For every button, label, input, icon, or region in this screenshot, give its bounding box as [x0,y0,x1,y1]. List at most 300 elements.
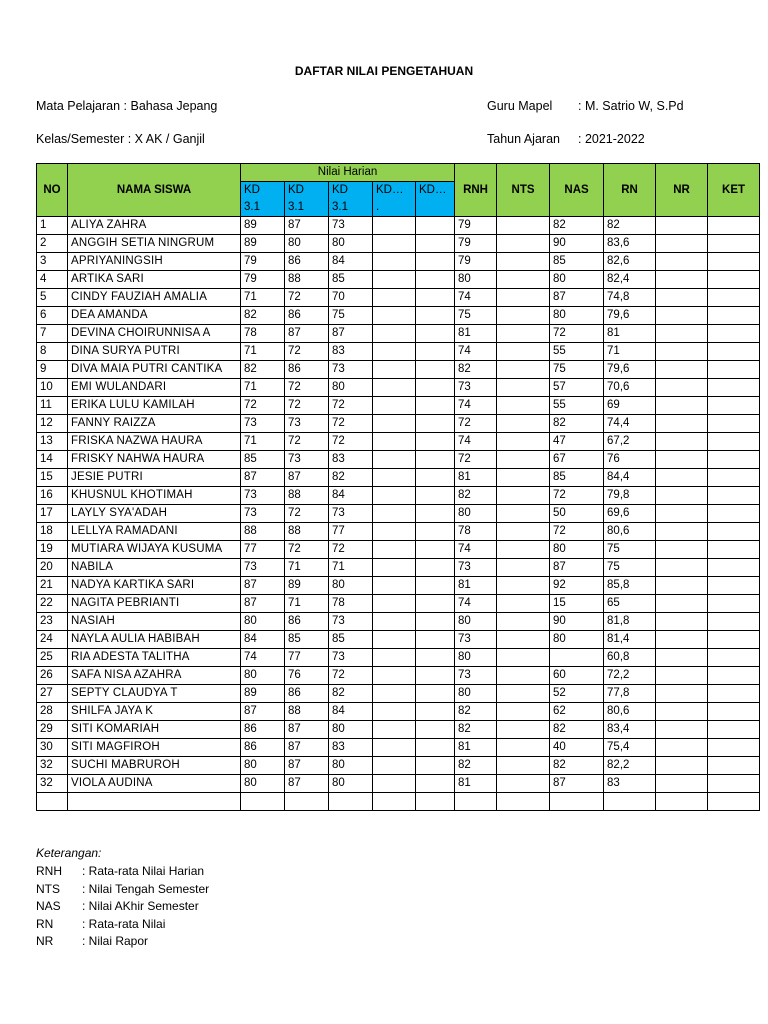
cell-kd5 [416,577,455,595]
cell-kd1: 86 [241,739,285,757]
cell-rnh: 74 [455,541,497,559]
table-header [37,164,760,217]
cell-kd4 [373,469,416,487]
header-nama: NAMA SISWA [68,164,241,217]
legend-item [36,899,199,913]
header-kd-5: KD… [416,182,455,217]
cell-rn: 83 [604,775,656,793]
cell-no: 15 [37,469,68,487]
cell-nas: 80 [550,307,604,325]
cell-nama: NABILA [68,559,241,577]
cell-nr [656,379,708,397]
cell-rn: 85,8 [604,577,656,595]
cell-kd4 [373,613,416,631]
cell-kd4 [373,703,416,721]
cell-nama: ALIYA ZAHRA [68,217,241,235]
cell-ket [708,217,760,235]
cell-nr [656,343,708,361]
cell-nama [68,793,241,811]
legend-item [36,917,165,931]
cell-ket [708,469,760,487]
cell-nts [497,739,550,757]
cell-ket [708,667,760,685]
cell-kd5 [416,379,455,397]
cell-nas: 40 [550,739,604,757]
cell-nr [656,685,708,703]
cell-kd2: 87 [285,721,329,739]
cell-kd2: 89 [285,577,329,595]
cell-nama: EMI WULANDARI [68,379,241,397]
cell-kd4 [373,559,416,577]
cell-rn: 82 [604,217,656,235]
legend-key: NR [36,934,54,948]
cell-nr [656,361,708,379]
cell-kd2: 88 [285,523,329,541]
cell-rn: 74,4 [604,415,656,433]
cell-nts [497,757,550,775]
table-row [37,217,760,235]
cell-ket [708,703,760,721]
cell-kd2: 86 [285,307,329,325]
cell-kd5 [416,721,455,739]
cell-nama: FANNY RAIZZA [68,415,241,433]
cell-ket [708,541,760,559]
cell-nas: 82 [550,217,604,235]
cell-rn: 83,6 [604,235,656,253]
cell-kd2: 72 [285,505,329,523]
cell-kd3: 72 [329,667,373,685]
cell-nama: SUCHI MABRUROH [68,757,241,775]
cell-nr [656,775,708,793]
cell-kd2: 87 [285,757,329,775]
cell-kd1: 80 [241,775,285,793]
table-row [37,559,760,577]
cell-kd4 [373,505,416,523]
cell-nas: 82 [550,415,604,433]
cell-kd4 [373,289,416,307]
cell-rn: 82,2 [604,757,656,775]
cell-rnh: 82 [455,361,497,379]
cell-nts [497,487,550,505]
cell-nr [656,649,708,667]
cell-kd1: 87 [241,577,285,595]
cell-kd1: 79 [241,253,285,271]
cell-nama: DEA AMANDA [68,307,241,325]
cell-nts [497,433,550,451]
cell-rn: 82,6 [604,253,656,271]
cell-ket [708,595,760,613]
cell-kd4 [373,397,416,415]
cell-rn: 77,8 [604,685,656,703]
cell-rnh: 74 [455,289,497,307]
cell-kd5 [416,469,455,487]
cell-nr [656,577,708,595]
cell-no: 22 [37,595,68,613]
cell-rn: 65 [604,595,656,613]
cell-rn: 75 [604,541,656,559]
cell-no: 25 [37,649,68,667]
cell-ket [708,397,760,415]
cell-kd3: 84 [329,253,373,271]
table-row [37,757,760,775]
cell-kd4 [373,667,416,685]
cell-no: 1 [37,217,68,235]
cell-nas: 57 [550,379,604,397]
cell-kd1: 86 [241,721,285,739]
cell-nas: 72 [550,523,604,541]
cell-kd1: 73 [241,415,285,433]
cell-rnh: 80 [455,505,497,523]
legend-desc: : Nilai Tengah Semester [82,881,210,896]
cell-kd2: 72 [285,397,329,415]
table-row [37,649,760,667]
cell-kd2: 88 [285,487,329,505]
table-row [37,415,760,433]
cell-kd3: 82 [329,469,373,487]
cell-kd4 [373,271,416,289]
cell-kd2: 87 [285,217,329,235]
cell-no: 10 [37,379,68,397]
cell-nts [497,361,550,379]
cell-kd4 [373,577,416,595]
cell-kd5 [416,739,455,757]
cell-ket [708,253,760,271]
cell-rnh: 75 [455,307,497,325]
cell-kd2: 73 [285,415,329,433]
cell-rnh: 73 [455,667,497,685]
cell-nr [656,271,708,289]
cell-kd3: 80 [329,577,373,595]
cell-kd5 [416,595,455,613]
cell-kd1: 77 [241,541,285,559]
cell-kd1: 71 [241,289,285,307]
cell-kd2: 87 [285,469,329,487]
cell-nr [656,505,708,523]
cell-no: 13 [37,433,68,451]
cell-ket [708,379,760,397]
cell-ket [708,289,760,307]
cell-nas: 80 [550,541,604,559]
table-row [37,595,760,613]
cell-ket [708,775,760,793]
cell-rnh: 81 [455,775,497,793]
cell-kd5 [416,325,455,343]
cell-kd3: 72 [329,541,373,559]
cell-rnh: 74 [455,595,497,613]
cell-nts [497,775,550,793]
subject-label: Mata Pelajaran : Bahasa Jepang [36,99,218,113]
cell-kd1: 80 [241,613,285,631]
cell-ket [708,523,760,541]
cell-ket [708,505,760,523]
cell-kd3: 83 [329,451,373,469]
header-rnh: RNH [455,164,497,217]
cell-nr [656,451,708,469]
cell-kd1: 71 [241,379,285,397]
cell-nama: SHILFA JAYA K [68,703,241,721]
cell-kd4 [373,649,416,667]
grades-table [36,163,760,811]
cell-nas: 55 [550,343,604,361]
cell-kd4 [373,775,416,793]
cell-nr [656,793,708,811]
cell-kd1: 74 [241,649,285,667]
cell-rn: 76 [604,451,656,469]
table-row [37,271,760,289]
cell-nr [656,595,708,613]
cell-kd1: 85 [241,451,285,469]
cell-nama: NASIAH [68,613,241,631]
cell-nr [656,469,708,487]
cell-nr [656,541,708,559]
cell-nas [550,649,604,667]
cell-kd4 [373,217,416,235]
cell-kd3: 73 [329,217,373,235]
cell-nts [497,793,550,811]
cell-nama: APRIYANINGSIH [68,253,241,271]
cell-no: 29 [37,721,68,739]
cell-no: 23 [37,613,68,631]
cell-kd4 [373,253,416,271]
cell-rnh: 79 [455,217,497,235]
cell-kd3: 77 [329,523,373,541]
table-body [37,217,760,811]
cell-nts [497,235,550,253]
cell-kd4 [373,721,416,739]
cell-kd1 [241,793,285,811]
cell-kd4 [373,343,416,361]
cell-ket [708,649,760,667]
header-kd-2: KD 3.1 [285,182,329,217]
table-row [37,487,760,505]
cell-rnh: 72 [455,451,497,469]
table-row [37,469,760,487]
cell-kd4 [373,415,416,433]
cell-nr [656,631,708,649]
cell-kd5 [416,757,455,775]
cell-kd3: 73 [329,505,373,523]
table-row [37,505,760,523]
cell-kd4 [373,757,416,775]
cell-no: 2 [37,235,68,253]
cell-ket [708,793,760,811]
cell-nr [656,703,708,721]
cell-kd1: 82 [241,307,285,325]
academic-year-value: : 2021-2022 [578,132,645,146]
cell-nr [656,235,708,253]
cell-kd1: 80 [241,667,285,685]
cell-kd1: 88 [241,523,285,541]
cell-kd3: 72 [329,397,373,415]
cell-kd4 [373,739,416,757]
cell-kd2: 87 [285,325,329,343]
cell-nas: 80 [550,631,604,649]
cell-rnh: 80 [455,649,497,667]
cell-kd5 [416,451,455,469]
cell-nr [656,397,708,415]
cell-ket [708,433,760,451]
cell-kd3: 85 [329,271,373,289]
cell-nr [656,253,708,271]
header-no: NO [37,164,68,217]
cell-nama: JESIE PUTRI [68,469,241,487]
table-row [37,721,760,739]
cell-kd5 [416,415,455,433]
cell-nr [656,307,708,325]
table-row [37,451,760,469]
legend-desc: : Nilai AKhir Semester [82,899,199,913]
cell-ket [708,307,760,325]
legend-key: RNH [36,864,62,878]
cell-nas: 87 [550,559,604,577]
cell-kd1: 87 [241,469,285,487]
cell-nas: 75 [550,361,604,379]
cell-kd4 [373,361,416,379]
cell-no: 26 [37,667,68,685]
table-row [37,433,760,451]
header-nr: NR [656,164,708,217]
cell-nama: ARTIKA SARI [68,271,241,289]
cell-kd1: 71 [241,433,285,451]
cell-nas: 55 [550,397,604,415]
cell-kd3: 75 [329,307,373,325]
cell-kd3: 73 [329,613,373,631]
cell-rnh: 79 [455,253,497,271]
cell-kd4 [373,523,416,541]
cell-kd4 [373,595,416,613]
cell-kd1: 89 [241,685,285,703]
cell-nts [497,325,550,343]
cell-kd3: 80 [329,235,373,253]
cell-kd3: 73 [329,649,373,667]
cell-nama: KHUSNUL KHOTIMAH [68,487,241,505]
cell-kd2 [285,793,329,811]
table-row [37,235,760,253]
cell-nr [656,739,708,757]
legend-key: RN [36,916,54,931]
cell-kd3: 78 [329,595,373,613]
cell-rn: 83,4 [604,721,656,739]
cell-kd2: 71 [285,595,329,613]
cell-nts [497,271,550,289]
cell-nama: NAGITA PEBRIANTI [68,595,241,613]
cell-no: 30 [37,739,68,757]
cell-kd3: 73 [329,361,373,379]
cell-kd2: 72 [285,343,329,361]
cell-no: 28 [37,703,68,721]
cell-kd5 [416,775,455,793]
cell-kd5 [416,289,455,307]
cell-ket [708,451,760,469]
cell-nas: 15 [550,595,604,613]
cell-nama: CINDY FAUZIAH AMALIA [68,289,241,307]
table-row [37,379,760,397]
cell-kd4 [373,451,416,469]
cell-kd1: 73 [241,559,285,577]
cell-nama: DIVA MAIA PUTRI CANTIKA [68,361,241,379]
cell-kd2: 72 [285,541,329,559]
table-row [37,685,760,703]
cell-kd5 [416,235,455,253]
cell-kd3: 70 [329,289,373,307]
cell-kd2: 88 [285,703,329,721]
cell-rnh: 82 [455,757,497,775]
cell-nas: 85 [550,469,604,487]
table-row [37,631,760,649]
cell-nr [656,415,708,433]
cell-nr [656,289,708,307]
cell-kd4 [373,685,416,703]
cell-rnh: 81 [455,325,497,343]
cell-rn: 69 [604,397,656,415]
cell-kd3: 83 [329,739,373,757]
cell-nama: NAYLA AULIA HABIBAH [68,631,241,649]
cell-kd4 [373,379,416,397]
cell-kd5 [416,703,455,721]
cell-rnh: 82 [455,487,497,505]
cell-nts [497,649,550,667]
cell-kd5 [416,361,455,379]
legend-item [36,934,148,948]
cell-kd3: 72 [329,415,373,433]
cell-no: 32 [37,757,68,775]
cell-nama: SITI KOMARIAH [68,721,241,739]
cell-rn: 80,6 [604,703,656,721]
cell-kd1: 73 [241,505,285,523]
cell-ket [708,559,760,577]
cell-rn: 81 [604,325,656,343]
header-kd-1: KD 3.1 [241,182,285,217]
cell-kd2: 76 [285,667,329,685]
cell-nama: DEVINA CHOIRUNNISA A [68,325,241,343]
cell-kd3: 82 [329,685,373,703]
cell-no: 6 [37,307,68,325]
cell-nts [497,577,550,595]
table-row [37,667,760,685]
cell-nama: RIA ADESTA TALITHA [68,649,241,667]
cell-kd1: 78 [241,325,285,343]
cell-kd5 [416,631,455,649]
cell-kd5 [416,433,455,451]
cell-rn: 79,6 [604,361,656,379]
cell-no: 19 [37,541,68,559]
cell-kd3: 83 [329,343,373,361]
cell-no: 4 [37,271,68,289]
cell-nas: 47 [550,433,604,451]
cell-rnh: 81 [455,577,497,595]
cell-no: 21 [37,577,68,595]
cell-nts [497,685,550,703]
cell-kd2: 87 [285,739,329,757]
cell-nr [656,433,708,451]
cell-nts [497,415,550,433]
cell-kd4 [373,631,416,649]
cell-nts [497,613,550,631]
header-nilai-harian: Nilai Harian [241,164,455,182]
header-kd-3: KD 3.1 [329,182,373,217]
table-row [37,253,760,271]
page-title: DAFTAR NILAI PENGETAHUAN [294,64,474,78]
table-row [37,289,760,307]
cell-ket [708,685,760,703]
cell-no: 17 [37,505,68,523]
cell-kd1: 89 [241,235,285,253]
cell-nr [656,559,708,577]
cell-kd2: 86 [285,253,329,271]
academic-year-label: Tahun Ajaran [487,132,560,146]
cell-kd5 [416,523,455,541]
cell-nama: NADYA KARTIKA SARI [68,577,241,595]
